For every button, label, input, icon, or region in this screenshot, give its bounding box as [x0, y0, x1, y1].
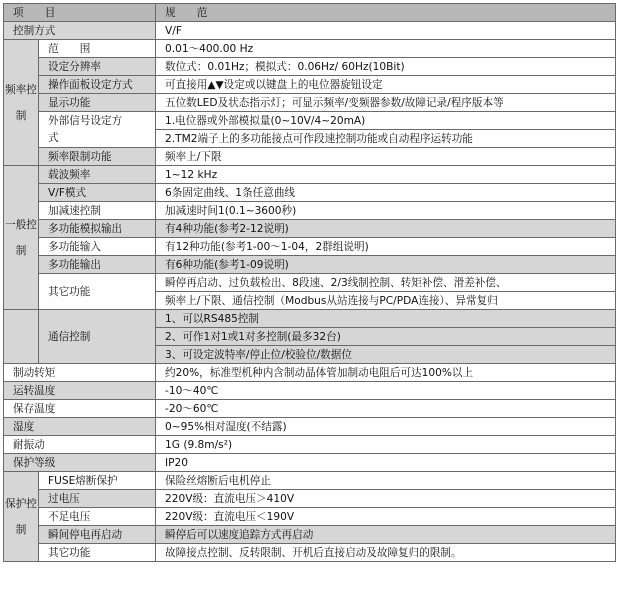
table-row [4, 22, 616, 40]
row-value: 瞬停后可以速度追踪方式再启动 [156, 526, 616, 544]
row-label: 通信控制 [39, 310, 156, 364]
table-row [4, 472, 616, 490]
category-frequency: 频率控制 [4, 40, 39, 166]
table-row [4, 418, 616, 436]
row-label: 耐振动 [4, 436, 156, 454]
row-value: 1.电位器或外部模拟量(0~10V/4~20mA) [156, 112, 616, 130]
row-value: 保险丝熔断后电机停止 [156, 472, 616, 490]
table-row [4, 310, 616, 328]
row-label: 不足电压 [39, 508, 156, 526]
row-value: 加减速时间1(0.1~3600秒) [156, 202, 616, 220]
row-label: 其它功能 [39, 274, 156, 310]
row-value: 0.01～400.00 Hz [156, 40, 616, 58]
row-label: 设定分辨率 [39, 58, 156, 76]
row-value: 瞬停再启动、过负载检出、8段速、2/3线制控制、转矩补偿、滑差补偿、 [156, 274, 616, 292]
table-header [4, 4, 616, 22]
row-label: 多功能模拟输出 [39, 220, 156, 238]
row-label: 瞬间停电再启动 [39, 526, 156, 544]
row-label: 多功能输出 [39, 256, 156, 274]
row-value: 1~12 kHz [156, 166, 616, 184]
row-value: 约20%，标准型机种内含制动晶体管加制动电阻后可达100%以上 [156, 364, 616, 382]
table-row [4, 382, 616, 400]
row-value: 1、可以RS485控制 [156, 310, 616, 328]
row-value: -20～60℃ [156, 400, 616, 418]
table-row [4, 202, 616, 220]
category-general: 一般控制 [4, 166, 39, 310]
table-row [4, 256, 616, 274]
table-row [4, 508, 616, 526]
table-row [4, 40, 616, 58]
row-value: 可直接用▲▼设定或以键盘上的电位器旋钮设定 [156, 76, 616, 94]
table-row [4, 274, 616, 292]
row-value: IP20 [156, 454, 616, 472]
row-value: 有4种功能(参考2-12说明) [156, 220, 616, 238]
row-label: 过电压 [39, 490, 156, 508]
table-row [4, 112, 616, 130]
row-value: 3、可设定波特率/停止位/校验位/数据位 [156, 346, 616, 364]
row-value: 2.TM2端子上的多功能接点可作段速控制功能或自动程序运转功能 [156, 130, 616, 148]
row-value: 五位数LED及状态指示灯；可显示频率/变频器参数/故障记录/程序版本等 [156, 94, 616, 112]
row-value: V/F [156, 22, 616, 40]
row-label [39, 112, 156, 148]
header-spec: 规 范 [156, 4, 616, 22]
row-label: 加减速控制 [39, 202, 156, 220]
row-label: 保存温度 [4, 400, 156, 418]
row-value: 数位式：0.01Hz；模拟式：0.06Hz/ 60Hz(10Bit) [156, 58, 616, 76]
table-row [4, 184, 616, 202]
row-label: 范 围 [39, 40, 156, 58]
row-label: 湿度 [4, 418, 156, 436]
table-row [4, 364, 616, 382]
row-label: 载波频率 [39, 166, 156, 184]
table-row [4, 76, 616, 94]
table-row [4, 166, 616, 184]
table-row [4, 220, 616, 238]
table-row [4, 544, 616, 562]
row-value: 有6种功能(参考1-09说明) [156, 256, 616, 274]
table-row [4, 148, 616, 166]
header-item: 项 目 [4, 4, 156, 22]
row-value: -10～40℃ [156, 382, 616, 400]
row-label: 多功能输入 [39, 238, 156, 256]
row-label: 制动转矩 [4, 364, 156, 382]
table-row [4, 94, 616, 112]
row-label: 显示功能 [39, 94, 156, 112]
row-value: 频率上/下限 [156, 148, 616, 166]
row-value: 220V级：直流电压＜190V [156, 508, 616, 526]
table-row [4, 400, 616, 418]
row-label: 其它功能 [39, 544, 156, 562]
row-label-text: 外部信号设定方式 [48, 114, 123, 144]
row-label: 保护等级 [4, 454, 156, 472]
table-row [4, 436, 616, 454]
table-row [4, 238, 616, 256]
row-value: 1G (9.8m/s²) [156, 436, 616, 454]
row-label: 运转温度 [4, 382, 156, 400]
row-value: 故障接点控制、反转限制、开机后直接启动及故障复归的限制。 [156, 544, 616, 562]
row-value: 2、可作1对1或1对多控制(最多32台) [156, 328, 616, 346]
row-label: FUSE熔断保护 [39, 472, 156, 490]
row-value: 6条固定曲线、1条任意曲线 [156, 184, 616, 202]
row-label: V/F模式 [39, 184, 156, 202]
row-label: 控制方式 [4, 22, 156, 40]
row-value: 频率上/下限、通信控制（Modbus从站连接与PC/PDA连接）、异常复归 [156, 292, 616, 310]
row-value: 0~95%相对湿度(不结露) [156, 418, 616, 436]
table-row [4, 526, 616, 544]
category-protection: 保护控制 [4, 472, 39, 562]
table-row [4, 454, 616, 472]
row-value: 220V级：直流电压＞410V [156, 490, 616, 508]
table-row [4, 490, 616, 508]
table-row [4, 58, 616, 76]
spec-table [3, 3, 616, 562]
row-value: 有12种功能(参考1-00～1-04，2群组说明) [156, 238, 616, 256]
row-label: 频率限制功能 [39, 148, 156, 166]
row-label: 操作面板设定方式 [39, 76, 156, 94]
